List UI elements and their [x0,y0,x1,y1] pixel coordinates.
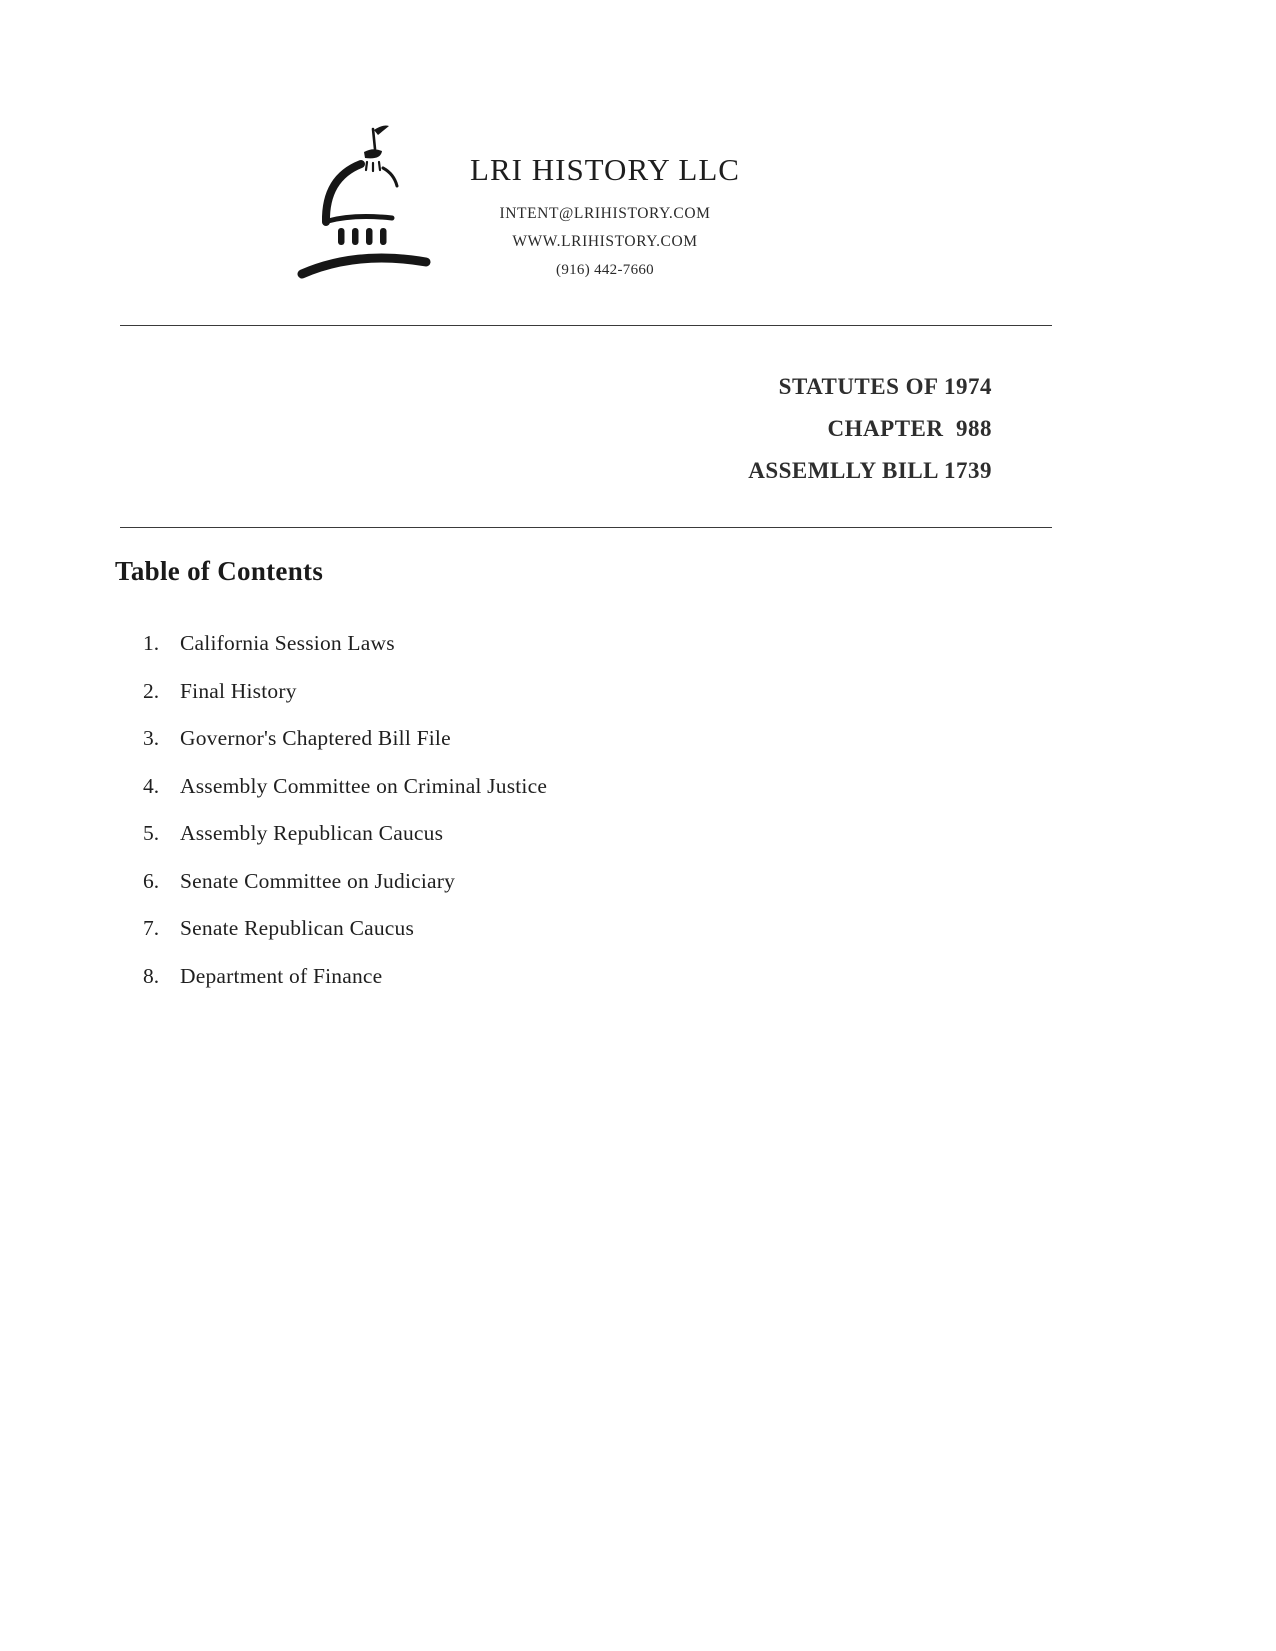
capitol-dome-icon [295,122,445,290]
company-name: LRI HISTORY LLC [470,152,740,187]
toc-item-number: 8. [143,963,160,988]
toc-item-label: Assembly Republican Caucus [180,821,444,845]
company-phone: (916) 442-7660 [556,262,654,278]
toc-item-number: 4. [143,773,160,798]
list-item [143,724,1015,753]
list-item [143,962,1015,991]
table-of-contents [115,556,1015,1009]
list-item [143,914,1015,943]
assembly-bill-line: ASSEMLLY BILL 1739 [748,458,992,483]
statute-title-block [748,366,992,492]
toc-item-label: Senate Republican Caucus [180,916,415,940]
horizontal-rule-top [120,325,1052,326]
toc-item-number: 7. [143,916,160,940]
toc-item-number: 5. [143,821,160,845]
toc-list [115,629,1015,991]
toc-item-number: 3. [143,726,160,750]
toc-item-number: 2. [143,678,160,703]
toc-item-label: Department of Finance [180,963,383,988]
toc-item-label: Senate Committee on Judiciary [180,868,456,893]
horizontal-rule-bottom [120,527,1052,528]
list-item [143,629,1015,658]
statutes-year-line: STATUTES OF 1974 [778,374,992,399]
toc-item-label: Assembly Committee on Criminal Justice [180,773,548,798]
chapter-line: CHAPTER 988 [827,416,992,441]
list-item [143,819,1015,848]
list-item [143,772,1015,801]
toc-heading: Table of Contents [115,556,324,586]
toc-item-label: Governor's Chaptered Bill File [180,726,451,750]
company-website: WWW.LRIHISTORY.COM [512,233,698,250]
toc-item-number: 1. [143,631,160,655]
toc-item-number: 6. [143,868,160,893]
company-email: INTENT@LRIHISTORY.COM [499,205,711,222]
toc-item-label: California Session Laws [180,631,395,655]
toc-item-label: Final History [180,678,297,703]
letterhead [430,152,780,284]
list-item [143,677,1015,706]
list-item [143,867,1015,896]
